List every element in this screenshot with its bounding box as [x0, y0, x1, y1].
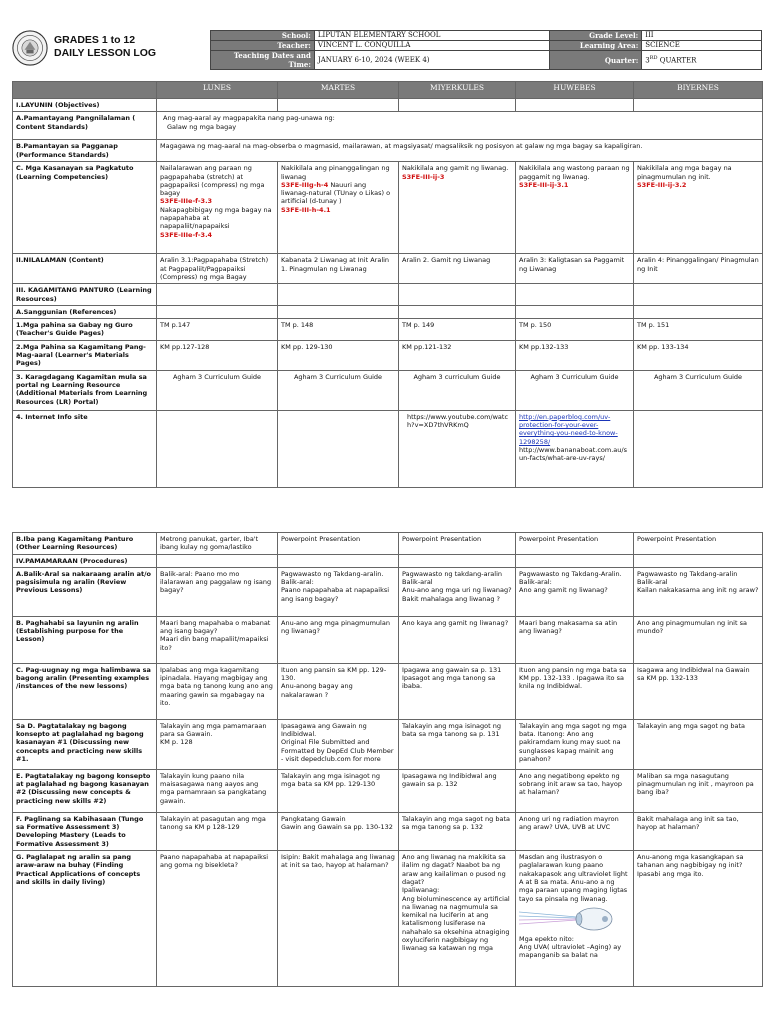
examples-tue: Ituon ang pansin sa KM pp. 129-130. Anu-anong bagay ang nakalarawan ?	[278, 663, 399, 719]
day-header-row	[13, 82, 763, 99]
examples-thu: Ituon ang pansin ng mga bata sa KM pp. 132-133 . Ipagawa ito sa knila ng Indibidwal.	[516, 663, 634, 719]
discussion-2-fri: Maliban sa mga nasagutang pinagmumulan ng init , mayroon pa bang iba?	[634, 769, 763, 812]
review-fri: Pagwawasto ng Takdang-aralin Balik-aral Kailan nakakasama ang init ng araw?	[634, 567, 763, 616]
application-label: G. Paglalapat ng aralin sa pang araw-araw na buhay (Finding Practical Applications of concepts and skills in daily living)	[13, 851, 157, 987]
internet-wed[interactable]: https://www.youtube.com/watch?v=XD7thVRKmQ	[399, 410, 516, 487]
other-fri: Powerpoint Presentation	[634, 533, 763, 555]
review-mon: Balik-aral: Paano mo mo ilalarawan ang paggalaw ng isang bagay?	[157, 567, 278, 616]
layunin-label: I.LAYUNIN (Objectives)	[13, 99, 157, 112]
grade-label: Grade Level:	[550, 31, 642, 41]
lr-thu: Agham 3 Curriculum Guide	[516, 370, 634, 410]
table-row	[13, 99, 763, 112]
procedures-table	[12, 532, 763, 987]
mastery-wed: Talakayin ang mga sagot ng bata sa mga tanong sa p. 132	[399, 812, 516, 850]
discussion-1-wed: Talakayin ang mga isinagot ng bata sa mga tanong sa p. 131	[399, 719, 516, 769]
discussion-2-thu: Ano ang negatibong epekto ng sobrang init araw sa tao, hayop at halaman?	[516, 769, 634, 812]
application-thu: Masdan ang ilustrasyon o paglalarawan kung paano nakakapasok ang ultraviolet light A at B sa mata. Anu-ano a ng mga paraan upang maging ligtas tayo sa pinsala ng liwanag. Mga epekto nito: Ang UVA( ultraviolet –Aging) ay mapanganib sa balat na	[516, 851, 634, 987]
discussion-1-mon: Talakayin ang mga pamamaraan para sa Gawain. KM p. 128	[157, 719, 278, 769]
day-header-tue: MARTES	[278, 82, 399, 99]
lr-tue: Agham 3 Curriculum Guide	[278, 370, 399, 410]
day-header-thu: HUWEBES	[516, 82, 634, 99]
table-row	[13, 284, 763, 306]
learners-materials-label: 2.Mga Pahina sa Kagamitang Pang-Mag-aaral (Learner's Materials Pages)	[13, 340, 157, 370]
table-row	[13, 769, 763, 812]
table-row	[13, 162, 763, 254]
dates-value: JANUARY 6-10, 2024 (WEEK 4)	[314, 51, 550, 70]
discussion-1-thu: Talakayin ang mga sagot ng mga bata. Itanong: Ano ang pakiramdam kung may suot na sunglasses kapag mainit ang panahon?	[516, 719, 634, 769]
corner-cell	[13, 82, 157, 99]
competency-mon: Nailalarawan ang paraan ng pagpapahaba (stretch) at pagpapaiksi (compress) ng mga bagay S3FE-IIIe-f-3.3 Nakapagbibigay ng mga bagay na napapahaba at napapaliit/napapaiksi S3FE-IIIe-f-3.4	[157, 162, 278, 254]
application-wed: Ano ang liwanag na makikita sa ilalim ng dagat? Naabot ba ng araw ang kailaliman o pusod ng dagat? Ipaliwanag: Ang bioluminescence ay artificial na liwanag na nagmumula sa kemikal na luciferin at ang katalismong lusiferase na nahahalo sa oksehina atnagiging oxyluciferin nagbibigay ng liwanag sa katawan ng mga	[399, 851, 516, 987]
deped-seal-icon	[12, 30, 48, 66]
references-label: A.Sanggunian (References)	[13, 305, 157, 318]
table-row	[13, 567, 763, 616]
lr-wed: Agham 3 curriculum Guide	[399, 370, 516, 410]
table-row	[13, 370, 763, 410]
discussion-1-label: Sa D. Pagtatalakay ng bagong konsepto at paglalahad ng bagong kasanayan #1 (Discussing new concepts and practicing new skills #1.	[13, 719, 157, 769]
application-mon: Paano napapahaba at napapaiksi ang goma ng bisekleta?	[157, 851, 278, 987]
km-tue: KM pp. 129-130	[278, 340, 399, 370]
mastery-label: F. Paglinang sa Kabihasaan (Tungo sa Formative Assessment 3) Developing Mastery (Leads to Formative Assessment 3)	[13, 812, 157, 850]
title-line-1: GRADES 1 to 12	[54, 34, 136, 46]
competency-wed: Nakikilala ang gamit ng liwanag. S3FE-III-ij-3	[399, 162, 516, 254]
tm-mon: TM p.147	[157, 319, 278, 341]
purpose-fri: Ano ang pinagmumulan ng init sa mundo?	[634, 616, 763, 663]
km-wed: KM pp.121-132	[399, 340, 516, 370]
discussion-2-tue: Talakayin ang mga isinagot ng mga bata sa KM pp. 129-130	[278, 769, 399, 812]
purpose-tue: Anu-ano ang mga pinagmumulan ng liwanag?	[278, 616, 399, 663]
table-row	[13, 410, 763, 487]
teachers-guide-label: 1.Mga pahina sa Gabay ng Guro (Teacher's Guide Pages)	[13, 319, 157, 341]
performance-standards-text: Magagawa ng mag-aaral na mag-obserba o magmasid, mailarawan, at magsiyasat/ magsaliksik ng posisyon at galaw ng mga bagay sa kapaligiran.	[157, 140, 763, 162]
examples-wed: Ipagawa ang gawain sa p. 131 Ipasagot ang mga tanong sa ibaba.	[399, 663, 516, 719]
resources-label: III. KAGAMITANG PANTURO (Learning Resources)	[13, 284, 157, 306]
day-header-fri: BIYERNES	[634, 82, 763, 99]
competency-fri: Nakikilala ang mga bagay na pinagmumulan ng init. S3FE-III-ij-3.2	[634, 162, 763, 254]
day-header-wed: MIYERKULES	[399, 82, 516, 99]
other-thu: Powerpoint Presentation	[516, 533, 634, 555]
other-mon: Metrong panukat, garter, Iba't ibang kulay ng goma/lastiko	[157, 533, 278, 555]
content-mon: Aralin 3.1:Pagpapahaba (Stretch) at Pagpapaliit/Pagpapaiksi (Compress) ng mga Bagay	[157, 254, 278, 284]
table-row	[13, 663, 763, 719]
objectives-resources-table	[12, 81, 763, 488]
review-label: A.Balik-Aral sa nakaraang aralin at/o pagsisimula ng aralin (Review Previous Lessons)	[13, 567, 157, 616]
school-value: LIPUTAN ELEMENTARY SCHOOL	[314, 31, 550, 41]
procedures-label: IV.PAMAMARAAN (Procedures)	[13, 554, 157, 567]
internet-thu	[516, 410, 634, 487]
performance-standards-label: B.Pamantayan sa Pagganap (Performance Standards)	[13, 140, 157, 162]
km-mon: KM pp.127-128	[157, 340, 278, 370]
purpose-wed: Ano kaya ang gamit ng liwanag?	[399, 616, 516, 663]
tm-thu: TM p. 150	[516, 319, 634, 341]
competency-thu: Nakikilala ang wastong paraan ng paggamit ng liwanag. S3FE-III-ij-3.1	[516, 162, 634, 254]
eye-uv-illustration-icon	[519, 906, 627, 932]
tm-fri: TM p. 151	[634, 319, 763, 341]
area-value: SCIENCE	[642, 41, 762, 51]
lr-mon: Agham 3 Curriculum Guide	[157, 370, 278, 410]
title-line-2: DAILY LESSON LOG	[54, 47, 157, 59]
competencies-label: C. Mga Kasanayan sa Pagkatuto (Learning Competencies)	[13, 162, 157, 254]
table-row	[13, 616, 763, 663]
document-title	[54, 34, 156, 60]
table-row	[13, 554, 763, 567]
table-row	[13, 319, 763, 341]
table-row	[13, 533, 763, 555]
content-fri: Aralin 4: Pinanggalingan/ Pinagmulan ng Init	[634, 254, 763, 284]
km-thu: KM pp.132-133	[516, 340, 634, 370]
discussion-2-mon: Talakayin kung paano nila maisasagawa nang aayos ang mga pamamraan sa pangkatang gawain.	[157, 769, 278, 812]
teacher-value: VINCENT L. CONQUILLA	[314, 41, 550, 51]
content-standards-text: Ang mag-aaral ay magpapakita nang pag-unawa ng: Galaw ng mga bagay	[157, 112, 763, 140]
content-thu: Aralin 3: Kaligtasan sa Paggamit ng Liwanag	[516, 254, 634, 284]
content-label: II.NILALAMAN (Content)	[13, 254, 157, 284]
competency-tue: Nakikilala ang pinanggalingan ng liwanag S3FE-IIIg-h-4 Nauuri ang liwanag-natural (TUnay o Likas) o artificial (d-tunay ) S3FE-III-h-4.1	[278, 162, 399, 254]
tm-wed: TM p. 149	[399, 319, 516, 341]
discussion-2-label: E. Pagtatalakay ng bagong konsepto at paglalahad ng bagong kasanayan #2 (Discussing new concepts & practicing new skills #2)	[13, 769, 157, 812]
discussion-1-tue: Ipasagawa ang Gawain ng Indibidwal. Original File Submitted and Formatted by DepEd Club Member - visit depedclub.com for more	[278, 719, 399, 769]
school-label: School:	[211, 31, 315, 41]
table-row	[13, 719, 763, 769]
purpose-thu: Maari bang makasama sa atin ang liwanag?	[516, 616, 634, 663]
other-tue: Powerpoint Presentation	[278, 533, 399, 555]
table-row	[13, 254, 763, 284]
lr-portal-label: 3. Karagdagang Kagamitan mula sa portal ng Learning Resource (Additional Materials from Learning Resources (LR) Portal)	[13, 370, 157, 410]
mastery-tue: Pangkatang Gawain Gawin ang Gawain sa pp. 130-132	[278, 812, 399, 850]
discussion-2-wed: Ipasagawa ng Indibidwal ang gawain sa p. 132	[399, 769, 516, 812]
mastery-thu: Anong uri ng radiation mayron ang araw? UVA, UVB at UVC	[516, 812, 634, 850]
internet-label: 4. Internet Info site	[13, 410, 157, 487]
content-wed: Aralin 2. Gamit ng Liwanag	[399, 254, 516, 284]
content-tue: Kabanata 2 Liwanag at Init Aralin 1. Pinagmulan ng Liwanag	[278, 254, 399, 284]
examples-mon: Ipalabas ang mga kagamitang ipinadala. Hayang magbigay ang mga bata ng tanong kung ano ang maaring gawin sa mgabagay na ito.	[157, 663, 278, 719]
application-tue: Isipin: Bakit mahalaga ang liwanag at init sa tao, hayop at halaman?	[278, 851, 399, 987]
area-label: Learning Area:	[550, 41, 642, 51]
dates-label: Teaching Dates and Time:	[211, 51, 315, 70]
mastery-mon: Talakayin at pasagutan ang mga tanong sa KM p 128-129	[157, 812, 278, 850]
table-row	[13, 812, 763, 850]
examples-fri: Isagawa ang Indibidwal na Gawain sa KM pp. 132-133	[634, 663, 763, 719]
teacher-label: Teacher:	[211, 41, 315, 51]
quarter-value: 3RD QUARTER	[642, 51, 762, 70]
table-row	[13, 340, 763, 370]
review-thu: Pagwawasto ng Takdang-Aralin. Balik-aral: Ano ang gamit ng liwanag?	[516, 567, 634, 616]
other-wed: Powerpoint Presentation	[399, 533, 516, 555]
content-standards-label: A.Pamantayang Pangnilalaman ( Content Standards)	[13, 112, 157, 140]
header-info-table	[210, 30, 762, 70]
review-tue: Pagwawasto ng Takdang-aralin. Balik-aral: Paano napapahaba at napapaiksi ang isang bagay?	[278, 567, 399, 616]
day-header-mon: LUNES	[157, 82, 278, 99]
lesson-log-header	[12, 28, 762, 70]
km-fri: KM pp. 133-134	[634, 340, 763, 370]
internet-thu-url-2[interactable]: http://www.bananaboat.com.au/sun-facts/what-are-uv-rays/	[519, 445, 627, 463]
purpose-label: B. Paghahabi sa layunin ng aralin (Establishing purpose for the Lesson)	[13, 616, 157, 663]
examples-label: C. Pag-uugnay ng mga halimbawa sa bagong aralin (Presenting examples /instances of the new lessons)	[13, 663, 157, 719]
purpose-mon: Maari bang mapahaba o mabanat ang isang bagay? Maari din bang mapaliit/mapaiksi ito?	[157, 616, 278, 663]
table-row	[13, 851, 763, 987]
discussion-1-fri: Talakayin ang mga sagot ng bata	[634, 719, 763, 769]
table-row	[13, 140, 763, 162]
application-fri: Anu-anong mga kasangkapan sa tahanan ang nagbibigay ng init? Ipasabi ang mga ito.	[634, 851, 763, 987]
other-resources-label: B.Iba pang Kagamitang Panturo (Other Learning Resources)	[13, 533, 157, 555]
mastery-fri: Bakit mahalaga ang init sa tao, hayop at halaman?	[634, 812, 763, 850]
tm-tue: TM p. 148	[278, 319, 399, 341]
grade-value: III	[642, 31, 762, 41]
quarter-label: Quarter:	[550, 51, 642, 70]
lr-fri: Agham 3 Curriculum Guide	[634, 370, 763, 410]
table-row	[13, 305, 763, 318]
table-row	[13, 112, 763, 140]
internet-thu-link[interactable]: http://en.paperblog.com/uv-protection-for-your-ever-everything-you-need-to-know-1298258/	[519, 412, 618, 446]
review-wed: Pagwawasto ng takdang-aralin Balik-aral Anu-ano ang mga uri ng liwanag? Bakit mahalaga ang liwanag ?	[399, 567, 516, 616]
